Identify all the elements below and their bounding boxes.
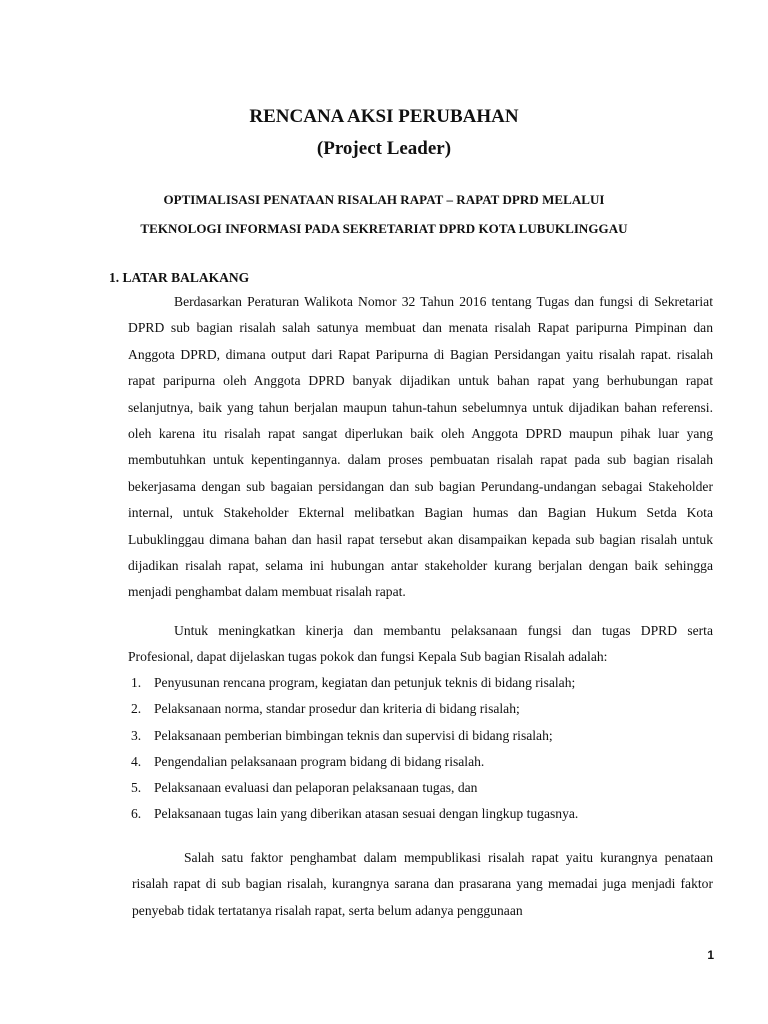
list-item <box>128 775 578 801</box>
page-number: 1 <box>707 948 714 962</box>
paragraph-obstacles: Salah satu faktor penghambat dalam mempublikasi risalah rapat yaitu kurangnya penataan risalah rapat di sub bagian risalah, kurangnya sarana dan prasarana yang memadai juga menjadi faktor penyebab tidak tertatanya risalah rapat, serta belum adanya penggunaan <box>132 850 713 918</box>
list-item-text: Pelaksanaan norma, standar prosedur dan kriteria di bidang risalah; <box>154 701 520 717</box>
list-item-text: Pengendalian pelaksanaan program bidang di bidang risalah. <box>154 753 485 769</box>
list-item-text: Pelaksanaan pemberian bimbingan teknis dan supervisi di bidang risalah; <box>154 727 553 743</box>
list-item <box>128 723 578 749</box>
topic-line-1: OPTIMALISASI PENATAAN RISALAH RAPAT – RAPAT DPRD MELALUI <box>163 192 605 207</box>
duties-list <box>128 670 578 828</box>
list-item-number: 6. <box>131 806 142 822</box>
list-item <box>128 749 578 775</box>
list-item-text: Penyusunan rencana program, kegiatan dan petunjuk teknis di bidang risalah; <box>154 675 576 690</box>
list-item <box>128 801 578 827</box>
paragraph-duties-intro: Untuk meningkatkan kinerja dan membantu pelaksanaan fungsi dan tugas DPRD serta Profesional, dapat dijelaskan tugas pokok dan fungsi Kepala Sub bagian Risalah adalah: <box>128 623 713 665</box>
list-item <box>128 670 578 696</box>
list-item-text: Pelaksanaan tugas lain yang diberikan atasan sesuai dengan lingkup tugasnya. <box>154 806 579 822</box>
section-heading: 1. LATAR BALAKANG <box>109 270 250 285</box>
list-item-number: 1. <box>131 675 142 690</box>
list-item-number: 5. <box>131 780 142 796</box>
list-item-number: 4. <box>131 753 142 769</box>
list-item-text: Pelaksanaan evaluasi dan pelaporan pelaksanaan tugas, dan <box>154 780 478 796</box>
document-subtitle: (Project Leader) <box>316 138 452 159</box>
document-title: RENCANA AKSI PERUBAHAN <box>249 106 519 127</box>
list-item <box>128 696 578 722</box>
list-item-number: 2. <box>131 701 142 717</box>
paragraph-background: Berdasarkan Peraturan Walikota Nomor 32 Tahun 2016 tentang Tugas dan fungsi di Sekretariat DPRD sub bagian risalah salah satunya membuat dan menata risalah Rapat paripurna Pimpinan dan Anggota DPRD, dimana output dari Rapat Paripurna di Bagian Persidangan yaitu risalah rapat. risalah rapat paripurna oleh Anggota DPRD banyak dijadikan untuk bahan rapat yang berhubungan rapat selanjutnya, baik yang tahun berjalan maupun tahun-tahun sebelumnya untuk dijadikan bahan referensi. oleh karena itu risalah rapat sangat diperlukan baik oleh Anggota DPRD maupun pihak luar yang membutuhkan untuk kepentingannya. dalam proses pembuatan risalah rapat pada sub bagian risalah bekerjasama dengan sub bagaian persidangan dan sub bagian Perundang-undangan sebagai Stakeholder internal, untuk Stakeholder Ekternal melibatkan Bagian humas dan Bagian Hukum Setda Kota Lubuklinggau dimana bahan dan hasil rapat tersebut akan disampaikan kepada sub bagian risalah untuk dijadikan risalah rapat, selama ini hubungan antar stakeholder kurang berjalan dengan baik sehingga menjadi penghambat dalam membuat risalah rapat. <box>128 294 713 600</box>
list-item-number: 3. <box>131 727 142 743</box>
topic-line-2: TEKNOLOGI INFORMASI PADA SEKRETARIAT DPRD KOTA LUBUKLINGGAU <box>140 221 628 236</box>
